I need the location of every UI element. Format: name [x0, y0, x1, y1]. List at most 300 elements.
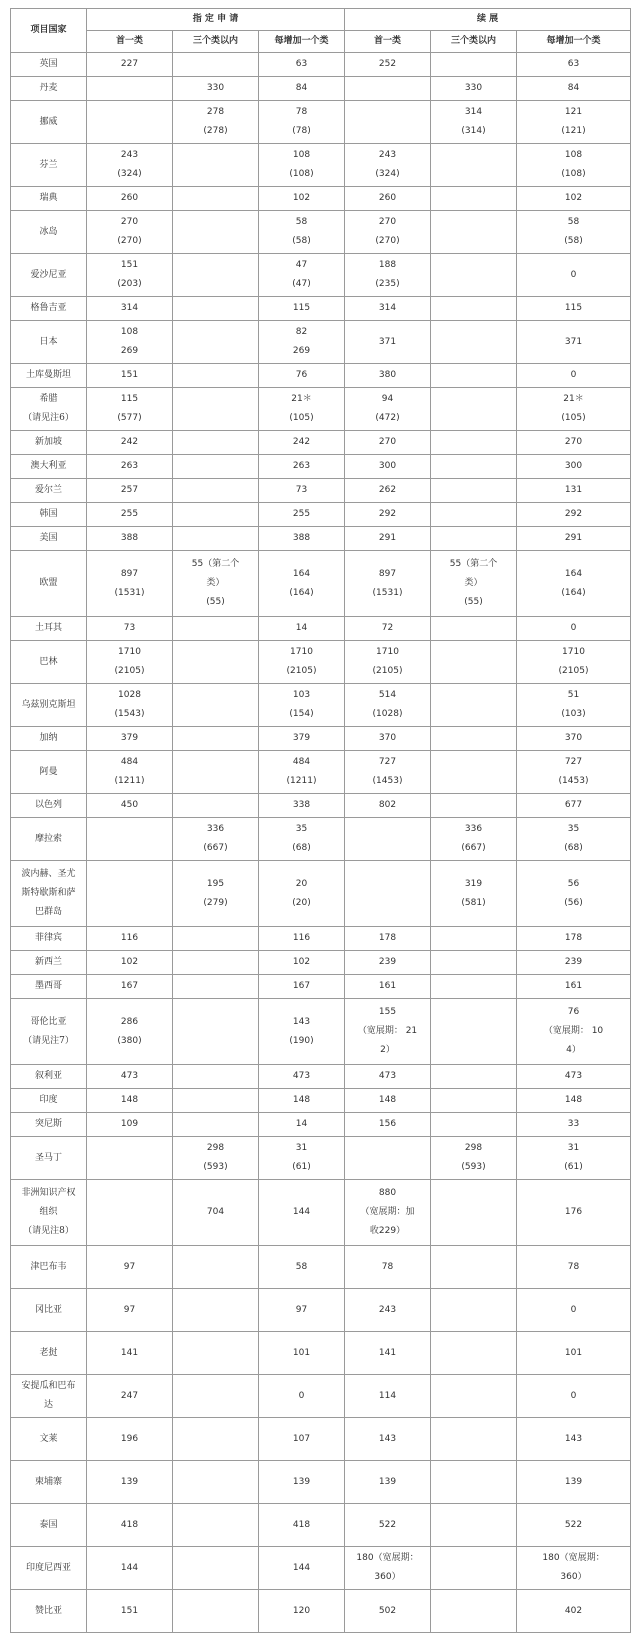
fee-cell [87, 641, 173, 684]
fee-cell [87, 1289, 173, 1332]
fee-value: 108 269 [120, 327, 139, 356]
sub-header: 首一类 [87, 31, 173, 53]
fee-value: 156 [378, 1119, 397, 1129]
fee-cell [173, 187, 259, 211]
country-name: 阿曼 [39, 766, 58, 777]
fee-value: 388 [120, 533, 139, 543]
fee-cell [345, 254, 431, 297]
country-cell [11, 861, 87, 927]
country-name: 安提瓜和巴布 达 [21, 1381, 76, 1410]
fee-value: 270 [378, 437, 397, 447]
country-name: 老挝 [39, 1347, 58, 1358]
fee-cell [431, 187, 517, 211]
fee-cell [87, 321, 173, 364]
fee-cell [517, 1289, 631, 1332]
fee-cell [259, 617, 345, 641]
fee-cell [259, 297, 345, 321]
fee-value: 314 [120, 303, 139, 313]
fee-value: 176 [564, 1207, 583, 1217]
fee-cell [259, 999, 345, 1065]
fee-value: 502 [378, 1605, 397, 1616]
fee-value: 103 (154) [289, 690, 314, 719]
fee-value: 260 [120, 193, 139, 203]
fee-cell [431, 1375, 517, 1418]
fee-cell [173, 1547, 259, 1590]
fee-value: 388 [292, 533, 311, 543]
fee-cell [87, 455, 173, 479]
fee-cell [345, 1461, 431, 1504]
fee-cell [431, 1065, 517, 1089]
country-cell [11, 77, 87, 101]
fee-cell [173, 1065, 259, 1089]
fee-cell [87, 617, 173, 641]
fee-cell [431, 1332, 517, 1375]
fee-cell [173, 1246, 259, 1289]
fee-cell [259, 527, 345, 551]
fee-cell [431, 794, 517, 818]
fee-value: 291 [564, 533, 583, 543]
fee-value: 278 (278) [203, 107, 228, 136]
country-name: 瑞典 [39, 193, 58, 203]
fee-value: 196 [120, 1433, 139, 1444]
fee-cell [173, 254, 259, 297]
fee-value: 371 [378, 336, 397, 347]
fee-cell [87, 1547, 173, 1590]
fee-cell [431, 297, 517, 321]
fee-value: 47 (47) [292, 260, 311, 289]
country-name: 菲律宾 [34, 933, 62, 943]
fee-cell [517, 321, 631, 364]
fee-cell [517, 1180, 631, 1246]
fee-value: 115 [292, 303, 311, 313]
fee-value: 484 (1211) [114, 757, 145, 786]
country-header: 项目国家 [11, 9, 87, 53]
fee-cell [431, 999, 517, 1065]
fee-value: 270 [564, 437, 583, 447]
table-row [11, 1246, 631, 1289]
fee-value: 370 [378, 733, 397, 743]
fee-cell [173, 431, 259, 455]
fee-cell [517, 1089, 631, 1113]
table-row [11, 1065, 631, 1089]
fee-cell [517, 1065, 631, 1089]
fee-cell [259, 254, 345, 297]
fee-cell [173, 1113, 259, 1137]
fee-cell [517, 297, 631, 321]
fee-value: 139 [120, 1476, 139, 1487]
fee-value: 338 [292, 800, 311, 810]
fee-value: 116 [120, 933, 139, 943]
fee-cell [259, 364, 345, 388]
fee-cell [87, 53, 173, 77]
country-name: 格鲁吉亚 [30, 303, 67, 313]
fee-cell [517, 455, 631, 479]
fee-cell [431, 321, 517, 364]
fee-cell [87, 1504, 173, 1547]
country-name: 以色列 [34, 800, 62, 810]
fee-value: 0 [570, 623, 577, 633]
table-row [11, 818, 631, 861]
fee-cell [517, 861, 631, 927]
fee-value: 473 [564, 1071, 583, 1081]
fee-value: 78 (78) [292, 107, 311, 136]
fee-cell [173, 975, 259, 999]
table-row [11, 1137, 631, 1180]
fee-cell [431, 144, 517, 187]
sub-header: 首一类 [345, 31, 431, 53]
country-name: 赞比亚 [34, 1605, 62, 1616]
fee-cell [173, 53, 259, 77]
fee-value: 55（第二个 类） (55) [449, 559, 498, 607]
fee-cell [173, 751, 259, 794]
fee-value: 148 [564, 1095, 583, 1105]
fee-cell [173, 1375, 259, 1418]
country-cell [11, 794, 87, 818]
fee-value: 270 (270) [117, 217, 142, 246]
fee-cell [173, 861, 259, 927]
fee-value: 167 [120, 981, 139, 991]
country-cell [11, 617, 87, 641]
fee-cell [517, 1113, 631, 1137]
fee-cell [345, 211, 431, 254]
fee-cell [173, 455, 259, 479]
fee-cell [517, 1418, 631, 1461]
country-name: 冰岛 [39, 226, 58, 237]
fee-cell [517, 794, 631, 818]
fee-value: 31 (61) [292, 1143, 311, 1172]
fee-cell [431, 818, 517, 861]
fee-cell [431, 551, 517, 617]
fee-cell [87, 751, 173, 794]
fee-value: 243 [378, 1304, 397, 1315]
fee-value: 76 （宽展期： 10 4） [543, 1007, 604, 1055]
table-row [11, 684, 631, 727]
fee-table [10, 8, 631, 1633]
fee-value: 35 (68) [292, 824, 311, 853]
fee-cell [259, 1180, 345, 1246]
fee-value: 418 [292, 1519, 311, 1530]
fee-cell [517, 751, 631, 794]
fee-value: 314 (314) [461, 107, 486, 136]
fee-cell [259, 727, 345, 751]
table-row [11, 999, 631, 1065]
fee-value: 727 (1453) [372, 757, 403, 786]
fee-cell [431, 211, 517, 254]
country-name: 挪威 [39, 116, 58, 127]
fee-cell [259, 144, 345, 187]
fee-cell [173, 1504, 259, 1547]
country-cell [11, 479, 87, 503]
country-cell [11, 101, 87, 144]
country-name: 津巴布韦 [30, 1261, 67, 1272]
fee-cell [259, 1065, 345, 1089]
fee-cell [431, 617, 517, 641]
fee-value: 102 [292, 957, 311, 967]
country-name: 爱尔兰 [34, 485, 62, 495]
fee-value: 31 (61) [564, 1143, 583, 1172]
fee-value: 255 [292, 509, 311, 519]
fee-cell [345, 455, 431, 479]
fee-cell [431, 641, 517, 684]
fee-value: 380 [378, 370, 397, 380]
fee-cell [431, 53, 517, 77]
fee-value: 897 (1531) [114, 568, 145, 598]
fee-cell [173, 321, 259, 364]
fee-cell [173, 1289, 259, 1332]
fee-cell [517, 364, 631, 388]
fee-cell [517, 53, 631, 77]
country-name: 爱沙尼亚 [30, 269, 67, 280]
table-row [11, 641, 631, 684]
fee-value: 164 (164) [289, 568, 314, 598]
fee-cell [87, 388, 173, 431]
fee-value: 0 [298, 1390, 305, 1401]
fee-cell [517, 999, 631, 1065]
fee-value: 298 (593) [461, 1143, 486, 1172]
fee-value: 473 [120, 1071, 139, 1081]
fee-cell [87, 1461, 173, 1504]
fee-value: 0 [570, 370, 577, 380]
fee-cell [259, 927, 345, 951]
table-row [11, 1332, 631, 1375]
fee-value: 151 [120, 1605, 139, 1616]
fee-value: 51 (103) [561, 690, 586, 719]
fee-value: 243 (324) [117, 150, 142, 179]
fee-value: 243 (324) [375, 150, 400, 179]
fee-cell [259, 551, 345, 617]
fee-cell [173, 1332, 259, 1375]
country-name: 文莱 [39, 1433, 58, 1444]
country-name: 波内赫、圣尤 斯特歇斯和萨 巴群岛 [21, 869, 76, 917]
fee-cell [87, 364, 173, 388]
fee-cell [517, 1504, 631, 1547]
fee-value: 35 (68) [564, 824, 583, 853]
country-cell [11, 1289, 87, 1332]
fee-cell [345, 927, 431, 951]
fee-value: 97 [123, 1304, 136, 1315]
country-name: 土耳其 [34, 623, 62, 633]
country-cell [11, 818, 87, 861]
fee-cell [87, 187, 173, 211]
fee-value: 178 [564, 933, 583, 943]
fee-value: 115 (577) [117, 394, 142, 423]
fee-cell [87, 1089, 173, 1113]
fee-cell [517, 211, 631, 254]
fee-value: 247 [120, 1390, 139, 1401]
fee-value: 101 [564, 1347, 583, 1358]
country-cell [11, 1547, 87, 1590]
fee-cell [173, 818, 259, 861]
fee-cell [87, 297, 173, 321]
fee-cell [87, 999, 173, 1065]
fee-value: 227 [120, 59, 139, 69]
table-row [11, 1547, 631, 1590]
fee-cell [173, 551, 259, 617]
fee-value: 252 [378, 59, 397, 69]
country-cell [11, 1504, 87, 1547]
fee-cell [87, 1180, 173, 1246]
fee-cell [517, 254, 631, 297]
fee-cell [345, 818, 431, 861]
fee-value: 21＊ (105) [289, 394, 314, 423]
fee-cell [87, 818, 173, 861]
fee-value: 263 [120, 461, 139, 471]
country-cell [11, 951, 87, 975]
fee-value: 155 （宽展期： 21 2） [357, 1007, 418, 1055]
fee-value: 522 [564, 1519, 583, 1530]
fee-cell [517, 1332, 631, 1375]
fee-value: 188 (235) [375, 260, 400, 289]
table-row [11, 479, 631, 503]
fee-cell [173, 527, 259, 551]
fee-value: 336 (667) [461, 824, 486, 853]
fee-cell [173, 951, 259, 975]
fee-value: 1710 (2105) [558, 647, 589, 676]
fee-value: 262 [378, 485, 397, 495]
fee-cell [345, 1246, 431, 1289]
fee-cell [431, 1418, 517, 1461]
country-cell [11, 364, 87, 388]
table-row [11, 1113, 631, 1137]
fee-cell [259, 321, 345, 364]
fee-cell [517, 684, 631, 727]
fee-cell [259, 101, 345, 144]
fee-cell [87, 1246, 173, 1289]
country-cell [11, 641, 87, 684]
fee-cell [517, 951, 631, 975]
country-name: 英国 [39, 59, 58, 69]
country-cell [11, 1065, 87, 1089]
table-row [11, 1289, 631, 1332]
country-cell [11, 503, 87, 527]
table-row [11, 1180, 631, 1246]
fee-value: 255 [120, 509, 139, 519]
fee-cell [259, 794, 345, 818]
fee-cell [345, 1418, 431, 1461]
fee-value: 418 [120, 1519, 139, 1530]
fee-value: 473 [378, 1071, 397, 1081]
fee-cell [87, 551, 173, 617]
fee-value: 371 [564, 336, 583, 347]
country-cell [11, 1246, 87, 1289]
fee-value: 167 [292, 981, 311, 991]
fee-value: 148 [378, 1095, 397, 1105]
fee-cell [431, 388, 517, 431]
fee-value: 151 [120, 370, 139, 380]
fee-cell [431, 927, 517, 951]
fee-cell [517, 1137, 631, 1180]
fee-cell [173, 727, 259, 751]
fee-value: 195 (279) [203, 878, 228, 908]
fee-cell [173, 364, 259, 388]
fee-value: 141 [120, 1347, 139, 1358]
country-cell [11, 1461, 87, 1504]
fee-cell [173, 503, 259, 527]
fee-value: 450 [120, 800, 139, 810]
fee-value: 97 [123, 1261, 136, 1272]
country-cell [11, 321, 87, 364]
table-row [11, 187, 631, 211]
country-name: 摩拉索 [34, 833, 62, 844]
fee-value: 139 [378, 1476, 397, 1487]
country-cell [11, 999, 87, 1065]
fee-value: 120 [292, 1605, 311, 1616]
fee-cell [259, 1289, 345, 1332]
table-row [11, 1375, 631, 1418]
fee-value: 522 [378, 1519, 397, 1530]
fee-cell [431, 479, 517, 503]
table-row [11, 975, 631, 999]
country-name: 欧盟 [39, 578, 58, 588]
fee-cell [517, 617, 631, 641]
country-cell [11, 144, 87, 187]
table-row [11, 794, 631, 818]
fee-cell [345, 1065, 431, 1089]
fee-cell [87, 1065, 173, 1089]
fee-cell [345, 144, 431, 187]
fee-cell [345, 479, 431, 503]
fee-cell [517, 975, 631, 999]
country-name: 加纳 [39, 733, 58, 743]
country-cell [11, 53, 87, 77]
fee-value: 139 [564, 1476, 583, 1487]
country-cell [11, 527, 87, 551]
fee-cell [259, 861, 345, 927]
table-row [11, 321, 631, 364]
fee-value: 291 [378, 533, 397, 543]
country-name: 叙利亚 [34, 1071, 62, 1081]
fee-cell [345, 684, 431, 727]
fee-cell [345, 1332, 431, 1375]
fee-cell [431, 751, 517, 794]
fee-value: 144 [120, 1562, 139, 1573]
fee-value: 143 [564, 1433, 583, 1444]
fee-cell [431, 101, 517, 144]
fee-cell [345, 551, 431, 617]
fee-cell [173, 927, 259, 951]
fee-value: 0 [570, 1304, 577, 1315]
country-cell [11, 727, 87, 751]
fee-cell [173, 297, 259, 321]
fee-cell [173, 1418, 259, 1461]
fee-value: 180（宽展期： 360） [356, 1553, 419, 1582]
fee-cell [345, 951, 431, 975]
country-name: 希腊 （请见注6） [23, 394, 74, 423]
fee-cell [259, 77, 345, 101]
fee-cell [517, 818, 631, 861]
fee-cell [87, 975, 173, 999]
fee-cell [173, 101, 259, 144]
fee-value: 1028 (1543) [114, 690, 145, 719]
fee-cell [259, 1504, 345, 1547]
table-row [11, 211, 631, 254]
fee-cell [259, 641, 345, 684]
fee-value: 897 (1531) [372, 568, 403, 598]
fee-cell [517, 727, 631, 751]
designation-group-header: 指 定 申 请 [87, 9, 345, 31]
fee-cell [345, 388, 431, 431]
table-row [11, 727, 631, 751]
country-cell [11, 211, 87, 254]
country-cell [11, 187, 87, 211]
fee-cell [259, 1461, 345, 1504]
fee-value: 78 [381, 1261, 394, 1272]
fee-value: 1710 (2105) [114, 647, 145, 676]
table-row [11, 861, 631, 927]
fee-cell [259, 1246, 345, 1289]
fee-cell [517, 527, 631, 551]
country-name: 韩国 [39, 509, 58, 519]
